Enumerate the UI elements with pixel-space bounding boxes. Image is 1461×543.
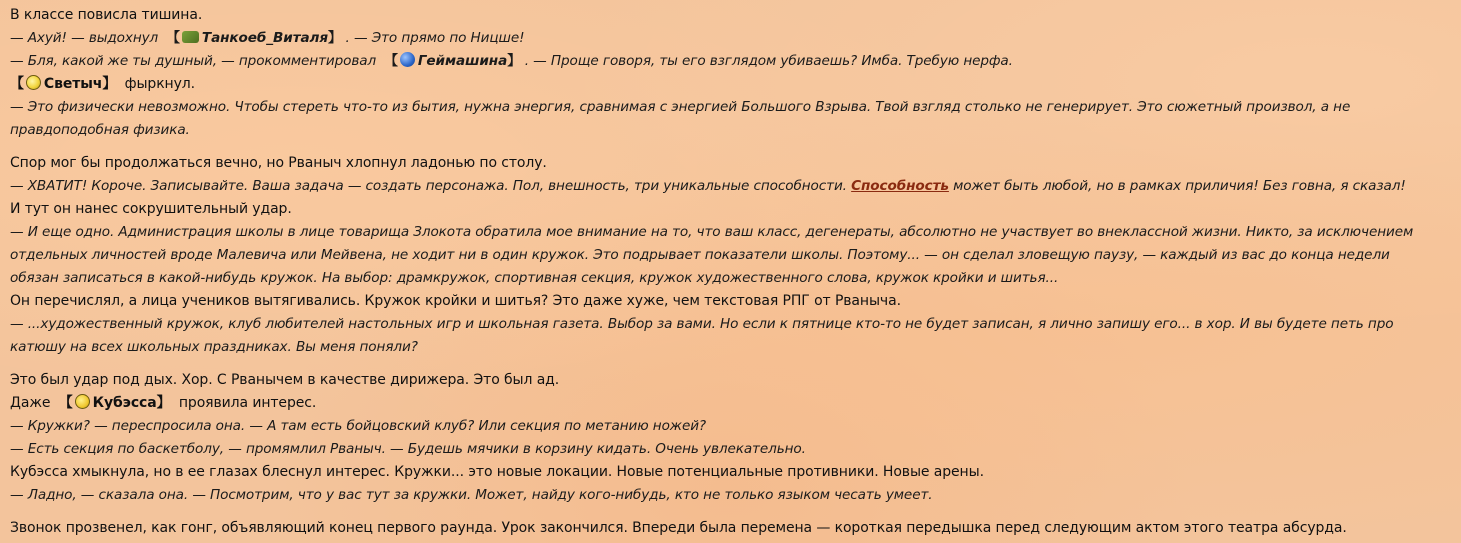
dialogue-line: — И еще одно. Администрация школы в лице товарища Злокота обратила мое внимание на то, что ваш класс, дегенераты, абсолютно не участвует во внеклассной жизни. Никто, за исключением отдельных личностей вроде Малевича или Мейвена, не ходит ни в один кружок. Это подрывает показатели школы. Поэтому... — он сделал зловещую паузу, — каждый из вас до конца недели обязан записаться в какой-нибудь кружок. На выбор: драмкружок, спортивная секция, кружок художественного слова, кружок кройки и шитья... [10, 224, 1414, 286]
tank-icon [182, 31, 199, 43]
dialogue-line [10, 175, 1461, 198]
dialogue-text: может быть любой, но в рамках приличия! Без говна, я сказал! [953, 178, 1406, 194]
bracket-close: 】 [328, 30, 342, 46]
dialogue-text: — ХВАТИТ! Короче. Записывайте. Ваша задача — создать персонажа. Пол, внешность, три уникальные способности. [10, 178, 847, 194]
dialogue-line [10, 50, 1461, 73]
narration-text: Даже [10, 395, 51, 411]
dialogue-text: . — Проще говоря, ты его взглядом убиваешь? Имба. Требую нерфа. [524, 53, 1013, 69]
bracket-open: 【 [384, 53, 398, 69]
mention-name: Кубэсса [92, 395, 157, 411]
dialogue-text: . — Это прямо по Ницше! [345, 30, 525, 46]
dialogue-line: — Ладно, — сказала она. — Посмотрим, что у вас тут за кружки. Может, найду кого-нибудь, кто не только языком чесать умеет. [10, 487, 933, 503]
dialogue-text: — Бля, какой же ты душный, — прокомментировал [10, 53, 377, 69]
dialogue-line: — Кружки? — переспросила она. — А там есть бойцовский клуб? Или секция по метанию ножей? [10, 418, 707, 434]
narration-line [10, 73, 1461, 96]
bracket-close: 】 [507, 53, 521, 69]
bracket-close: 】 [102, 76, 117, 92]
mention-name: Геймашина [417, 53, 508, 69]
lemon-icon [26, 75, 41, 90]
user-mention-tankoeb[interactable] [166, 30, 341, 46]
narration-text: проявила интерес. [178, 395, 317, 411]
narration-text: фыркнул. [124, 76, 195, 92]
bracket-open: 【 [10, 76, 24, 92]
dialogue-line: — Это физически невозможно. Чтобы стереть что-то из бытия, нужна энергия, сравнимая с энергией Большого Взрыва. Твой взгляд столько не генерирует. Это сюжетный произвол, а не правдоподобная физика. [10, 99, 1351, 138]
bracket-open: 【 [166, 30, 180, 46]
narration-line [10, 392, 1461, 415]
dialogue-line: — ...художественный кружок, клуб любителей настольных игр и школьная газета. Выбор за вами. Но если к пятнице кто-то не будет записан, я лично запишу его... в хор. И вы будете петь про катюшу на всех школьных праздниках. Вы меня поняли? [10, 316, 1394, 355]
paragraph-gap [10, 507, 1461, 517]
narration-line: Кубэсса хмыкнула, но в ее глазах блеснул интерес. Кружки... это новые локации. Новые потенциальные противники. Новые арены. [10, 464, 984, 480]
paragraph-gap [10, 359, 1461, 369]
user-mention-geimashina[interactable] [384, 53, 520, 69]
dialogue-line: — Есть секция по баскетболу, — промямлил Рваныч. — Будешь мячики в корзину кидать. Очень увлекательно. [10, 441, 806, 457]
dialogue-text: — Ахуй! — выдохнул [10, 30, 159, 46]
ability-link[interactable]: Способность [851, 178, 949, 194]
globe-icon [400, 52, 415, 67]
mention-name: Светыч [43, 76, 103, 92]
narration-line: Он перечислял, а лица учеников вытягивались. Кружок кройки и шитья? Это даже хуже, чем текстовая РПГ от Рваныча. [10, 293, 901, 309]
narration-line: Спор мог бы продолжаться вечно, но Рваныч хлопнул ладонью по столу. [10, 155, 547, 171]
mention-name: Танкоеб_Виталя [201, 30, 329, 46]
bracket-close: 】 [156, 395, 171, 411]
narration-line: Это был удар под дых. Хор. С Рванычем в качестве дирижера. Это был ад. [10, 372, 560, 388]
narration-line: И тут он нанес сокрушительный удар. [10, 201, 292, 217]
smiley-icon [75, 394, 90, 409]
bracket-open: 【 [58, 395, 73, 411]
dialogue-line [10, 27, 1461, 50]
narration-line: Звонок прозвенел, как гонг, объявляющий конец первого раунда. Урок закончился. Впереди была перемена — короткая передышка перед следующим актом этого театра абсурда. [10, 520, 1347, 536]
narration-line: В классе повисла тишина. [10, 7, 203, 23]
user-mention-svetych[interactable] [10, 76, 116, 92]
user-mention-kubessa[interactable] [59, 395, 171, 411]
paragraph-gap [10, 142, 1461, 152]
